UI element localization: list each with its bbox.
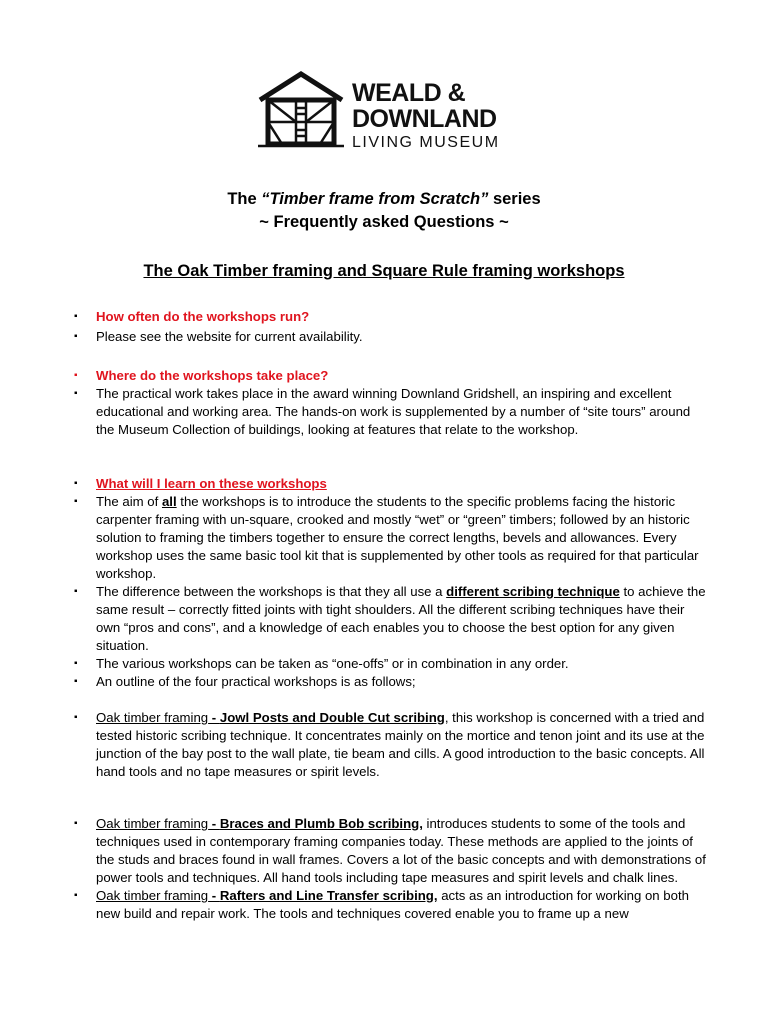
answer-text-post: to achieve the same result – correctly fitted joints with tight shoulders. All the different scribing techniques have their own “pros and cons”, and a knowledge of each enables you to choose the best option for any given situation. bbox=[96, 584, 706, 653]
bullet-icon: ▪ bbox=[74, 818, 78, 829]
workshop-text: , this workshop is concerned with a tried and tested historic scribing technique. It concentrates mainly on the mortice and tenon joint and its use at the junction of the bay post to the wall plate, tie beam and cills. A good introduction to the basic concepts. All hand tools and no tape measures or spirit levels. bbox=[96, 710, 705, 779]
list-item bbox=[0, 673, 768, 691]
workshop-text: introduces students to some of the tools and techniques used in contemporary framing companies today. These methods are applied to the joints of the studs and braces found in wall frames. Covers a lot of the basic concepts and with demonstrations of power tools and techniques. All hand tools including tape measures and spirit levels and chalk lines. bbox=[96, 816, 706, 885]
workshop-dash: - bbox=[208, 710, 220, 725]
series-title-prefix: The bbox=[227, 190, 262, 208]
answer-text: The various workshops can be taken as “one-offs” or in combination in any order. bbox=[96, 656, 569, 671]
list-item bbox=[0, 583, 768, 655]
workshop-jowl-posts bbox=[0, 709, 768, 781]
list-item bbox=[0, 887, 768, 923]
answer-emphasis: all bbox=[161, 494, 177, 509]
logo-line-2: DOWNLAND bbox=[352, 105, 497, 133]
answer-text-post: the workshops is to introduce the students to the specific problems facing the historic carpenter framing with un-square, crooked and mostly “wet” or “green” timbers; followed by an historic solution to framing the timbers together to ensure the correct lengths, bevels and allowances. Every workshop uses the same basic tool kit that is supplemented by other tools as required for that particular workshop. bbox=[96, 494, 699, 581]
workshop-name: Rafters and Line Transfer scribing, bbox=[219, 888, 438, 903]
question-text: What will I learn on these workshops bbox=[96, 476, 327, 491]
timber-house-icon bbox=[256, 70, 346, 150]
list-item bbox=[0, 493, 768, 583]
bullet-icon: ▪ bbox=[74, 586, 78, 597]
bullet-icon: ▪ bbox=[74, 890, 78, 901]
logo-wordmark bbox=[352, 80, 500, 154]
workshop-label: Oak timber framing bbox=[96, 710, 209, 725]
list-item bbox=[0, 655, 768, 673]
answer-text-pre: The aim of bbox=[96, 494, 162, 509]
list-item bbox=[0, 385, 768, 439]
workshop-label: Oak timber framing bbox=[96, 888, 209, 903]
bullet-icon: ▪ bbox=[74, 712, 78, 723]
answer-emphasis: different scribing technique bbox=[446, 584, 620, 599]
logo-line-1: WEALD & bbox=[352, 79, 466, 107]
list-item bbox=[0, 308, 768, 326]
question-text: How often do the workshops run? bbox=[96, 309, 310, 324]
answer-text: Please see the website for current availability. bbox=[96, 329, 363, 344]
answer-text: The practical work takes place in the award winning Downland Gridshell, an inspiring and excellent educational and working area. The hands-on work is supplemented by a number of “site tours” around the Museum Collection of buildings, looking at features that relate to the workshop. bbox=[96, 386, 691, 437]
series-title-suffix: series bbox=[488, 190, 541, 208]
series-title bbox=[0, 190, 768, 209]
workshop-dash: - bbox=[208, 816, 220, 831]
workshop-name: Jowl Posts and Double Cut scribing bbox=[219, 710, 445, 725]
question-text: Where do the workshops take place? bbox=[96, 368, 329, 383]
logo-line-3: LIVING MUSEUM bbox=[352, 134, 500, 151]
answer-text-pre: The difference between the workshops is that they all use a bbox=[96, 584, 447, 599]
faq-section-frequency bbox=[0, 308, 768, 346]
list-item bbox=[0, 709, 768, 781]
bullet-icon: ▪ bbox=[74, 676, 78, 687]
workshop-label: Oak timber framing bbox=[96, 816, 209, 831]
faq-section-location bbox=[0, 367, 768, 439]
list-item bbox=[0, 815, 768, 887]
bullet-icon: ▪ bbox=[74, 370, 78, 381]
list-item bbox=[0, 475, 768, 493]
answer-text: An outline of the four practical workshops is as follows; bbox=[96, 674, 416, 689]
section-title: The Oak Timber framing and Square Rule framing workshops bbox=[143, 262, 625, 280]
list-item bbox=[0, 328, 768, 346]
museum-logo bbox=[256, 70, 526, 160]
bullet-icon: ▪ bbox=[74, 388, 78, 399]
bullet-icon: ▪ bbox=[74, 658, 78, 669]
series-title-italic: “Timber frame from Scratch” bbox=[261, 190, 489, 208]
workshop-braces bbox=[0, 815, 768, 923]
workshop-text: acts as an introduction for working on both new build and repair work. The tools and techniques covered enable you to frame up a new bbox=[96, 888, 689, 921]
bullet-icon: ▪ bbox=[74, 331, 78, 342]
bullet-icon: ▪ bbox=[74, 311, 78, 322]
faq-section-learning bbox=[0, 475, 768, 691]
bullet-icon: ▪ bbox=[74, 496, 78, 507]
workshop-dash: - bbox=[208, 888, 220, 903]
faq-subtitle: ~ Frequently asked Questions ~ bbox=[259, 213, 509, 231]
bullet-icon: ▪ bbox=[74, 478, 78, 489]
workshop-name: Braces and Plumb Bob scribing, bbox=[219, 816, 423, 831]
list-item bbox=[0, 367, 768, 385]
